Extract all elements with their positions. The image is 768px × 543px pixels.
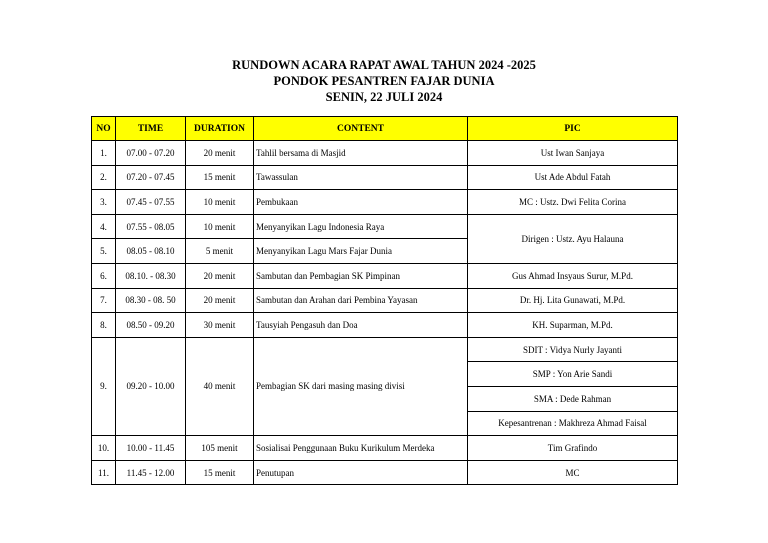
cell-pic: Ust Iwan Sanjaya xyxy=(468,141,678,166)
table-row xyxy=(92,337,678,362)
cell-duration: 5 menit xyxy=(186,239,254,264)
table-header-row xyxy=(92,117,678,141)
cell-no: 6. xyxy=(92,263,116,288)
cell-time: 07.00 - 07.20 xyxy=(116,141,186,166)
table-row xyxy=(92,141,678,166)
cell-time: 07.20 - 07.45 xyxy=(116,165,186,190)
cell-pic: KH. Suparman, M.Pd. xyxy=(468,313,678,338)
title-line-3: SENIN, 22 JULI 2024 xyxy=(325,90,443,104)
cell-duration: 105 menit xyxy=(186,436,254,461)
document-title xyxy=(0,57,768,105)
cell-no: 5. xyxy=(92,239,116,264)
cell-time: 08.10. - 08.30 xyxy=(116,263,186,288)
cell-pic-kepesantrenan: Kepesantrenan : Makhreza Ahmad Faisal xyxy=(468,411,678,436)
cell-no: 7. xyxy=(92,288,116,313)
cell-content: Menyanyikan Lagu Mars Fajar Dunia xyxy=(254,239,468,264)
cell-no: 9. xyxy=(92,337,116,435)
cell-content: Penutupan xyxy=(254,460,468,485)
cell-pic: MC : Ustz. Dwi Felita Corina xyxy=(468,190,678,215)
cell-content: Menyanyikan Lagu Indonesia Raya xyxy=(254,214,468,239)
cell-content: Sosialisai Penggunaan Buku Kurikulum Merdeka xyxy=(254,436,468,461)
table-row xyxy=(92,190,678,215)
cell-time: 09.20 - 10.00 xyxy=(116,337,186,435)
cell-time: 08.05 - 08.10 xyxy=(116,239,186,264)
table-row xyxy=(92,288,678,313)
header-duration: DURATION xyxy=(186,117,254,141)
header-pic: PIC xyxy=(468,117,678,141)
cell-duration: 20 menit xyxy=(186,141,254,166)
cell-time: 11.45 - 12.00 xyxy=(116,460,186,485)
cell-content: Tawassulan xyxy=(254,165,468,190)
table-row xyxy=(92,313,678,338)
cell-duration: 10 menit xyxy=(186,214,254,239)
cell-content: Sambutan dan Arahan dari Pembina Yayasan xyxy=(254,288,468,313)
cell-duration: 40 menit xyxy=(186,337,254,435)
cell-content: Tausyiah Pengasuh dan Doa xyxy=(254,313,468,338)
cell-no: 2. xyxy=(92,165,116,190)
cell-pic: Ust Ade Abdul Fatah xyxy=(468,165,678,190)
cell-pic-smp: SMP : Yon Arie Sandi xyxy=(468,362,678,387)
cell-content: Tahlil bersama di Masjid xyxy=(254,141,468,166)
cell-content: Pembukaan xyxy=(254,190,468,215)
header-no: NO xyxy=(92,117,116,141)
cell-pic: Dr. Hj. Lita Gunawati, M.Pd. xyxy=(468,288,678,313)
cell-duration: 20 menit xyxy=(186,263,254,288)
cell-no: 3. xyxy=(92,190,116,215)
cell-time: 10.00 - 11.45 xyxy=(116,436,186,461)
table-row xyxy=(92,436,678,461)
cell-duration: 15 menit xyxy=(186,460,254,485)
cell-pic: MC xyxy=(468,460,678,485)
cell-duration: 10 menit xyxy=(186,190,254,215)
cell-content: Sambutan dan Pembagian SK Pimpinan xyxy=(254,263,468,288)
cell-duration: 20 menit xyxy=(186,288,254,313)
cell-no: 8. xyxy=(92,313,116,338)
cell-pic-sma: SMA : Dede Rahman xyxy=(468,386,678,411)
table-row xyxy=(92,263,678,288)
cell-no: 11. xyxy=(92,460,116,485)
cell-pic: Gus Ahmad Insyaus Surur, M.Pd. xyxy=(468,263,678,288)
cell-time: 08.50 - 09.20 xyxy=(116,313,186,338)
cell-no: 4. xyxy=(92,214,116,239)
cell-no: 10. xyxy=(92,436,116,461)
cell-pic-sdit: SDIT : Vidya Nurly Jayanti xyxy=(468,337,678,362)
cell-time: 07.45 - 07.55 xyxy=(116,190,186,215)
rundown-table xyxy=(91,116,678,485)
header-content: CONTENT xyxy=(254,117,468,141)
cell-duration: 15 menit xyxy=(186,165,254,190)
cell-time: 08.30 - 08. 50 xyxy=(116,288,186,313)
cell-pic: Dirigen : Ustz. Ayu Halauna xyxy=(468,214,678,263)
header-time: TIME xyxy=(116,117,186,141)
cell-content: Pembagian SK dari masing masing divisi xyxy=(254,337,468,435)
title-line-1: RUNDOWN ACARA RAPAT AWAL TAHUN 2024 -2025 xyxy=(232,58,536,72)
table-row xyxy=(92,214,678,239)
cell-duration: 30 menit xyxy=(186,313,254,338)
table-row xyxy=(92,165,678,190)
title-line-2: PONDOK PESANTREN FAJAR DUNIA xyxy=(273,74,495,88)
cell-no: 1. xyxy=(92,141,116,166)
table-row xyxy=(92,460,678,485)
cell-pic: Tim Grafindo xyxy=(468,436,678,461)
cell-time: 07.55 - 08.05 xyxy=(116,214,186,239)
